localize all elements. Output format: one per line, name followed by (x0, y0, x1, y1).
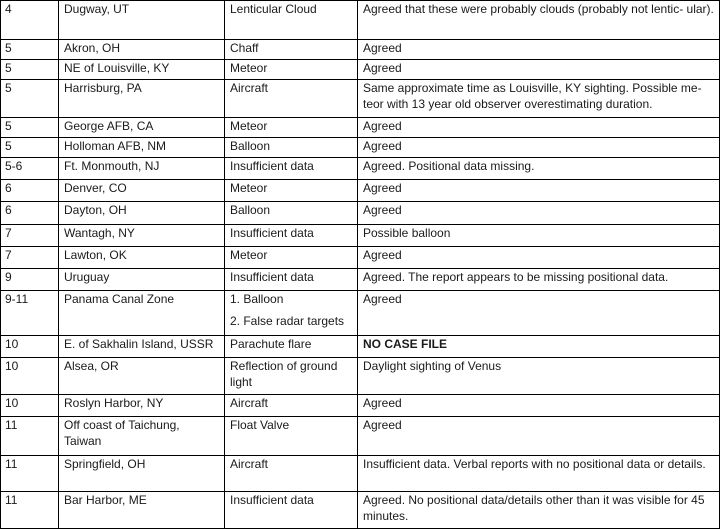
comment-cell: Agreed. Positional data missing. (358, 158, 720, 180)
evaluation-cell (225, 291, 358, 336)
evaluation-cell: Meteor (225, 180, 358, 202)
table-row (1, 1, 720, 40)
evaluation-cell: Chaff (225, 40, 358, 60)
table-row (1, 138, 720, 158)
comment-cell: Agreed that these were probably clouds (probably not lentic- ular). (358, 1, 720, 40)
date-cell: 7 (1, 225, 59, 247)
location-cell: Uruguay (59, 269, 225, 291)
location-cell: Lawton, OK (59, 247, 225, 269)
table-row (1, 247, 720, 269)
comment-cell: Daylight sighting of Venus (358, 358, 720, 395)
table-row (1, 336, 720, 358)
evaluation-cell: Parachute flare (225, 336, 358, 358)
location-cell: Springfield, OH (59, 456, 225, 492)
comment-cell: Agreed (358, 60, 720, 80)
location-cell: Alsea, OR (59, 358, 225, 395)
comment-cell: Agreed (358, 417, 720, 456)
evaluation-cell: Balloon (225, 138, 358, 158)
location-cell: George AFB, CA (59, 118, 225, 138)
location-cell: Wantagh, NY (59, 225, 225, 247)
location-cell: Off coast of Taichung, Taiwan (59, 417, 225, 456)
date-cell: 10 (1, 358, 59, 395)
evaluation-line: 1. Balloon (230, 292, 284, 306)
location-cell: Panama Canal Zone (59, 291, 225, 336)
date-cell: 10 (1, 395, 59, 417)
table-row (1, 202, 720, 225)
date-cell: 11 (1, 417, 59, 456)
location-cell: NE of Louisville, KY (59, 60, 225, 80)
location-cell: Dugway, UT (59, 1, 225, 40)
comment-cell: NO CASE FILE (358, 336, 720, 358)
comment-cell: Agreed (358, 180, 720, 202)
comment-cell: Agreed (358, 247, 720, 269)
evaluation-cell: Meteor (225, 247, 358, 269)
location-cell: Holloman AFB, NM (59, 138, 225, 158)
location-cell: Roslyn Harbor, NY (59, 395, 225, 417)
table-row (1, 80, 720, 118)
location-cell: Ft. Monmouth, NJ (59, 158, 225, 180)
table-row (1, 60, 720, 80)
date-cell: 5 (1, 60, 59, 80)
location-cell: Akron, OH (59, 40, 225, 60)
comment-cell: Agreed (358, 118, 720, 138)
date-cell: 5 (1, 138, 59, 158)
table-row (1, 291, 720, 336)
comment-cell: Same approximate time as Louisville, KY sighting. Possible me- teor with 13 year old observer overestimating duration. (358, 80, 720, 118)
date-cell: 5 (1, 40, 59, 60)
comment-cell: Agreed (358, 40, 720, 60)
evaluation-cell: Balloon (225, 202, 358, 225)
evaluation-cell: Reflection of ground light (225, 358, 358, 395)
table-row (1, 225, 720, 247)
evaluation-cell: Meteor (225, 118, 358, 138)
date-cell: 10 (1, 336, 59, 358)
date-cell: 5 (1, 118, 59, 138)
table-row (1, 417, 720, 456)
evaluation-cell: Insufficient data (225, 158, 358, 180)
table-row (1, 180, 720, 202)
evaluation-cell: Aircraft (225, 395, 358, 417)
evaluation-cell: Aircraft (225, 80, 358, 118)
evaluation-cell: Aircraft (225, 456, 358, 492)
table-row (1, 118, 720, 138)
location-cell: Harrisburg, PA (59, 80, 225, 118)
evaluation-cell: Insufficient data (225, 225, 358, 247)
date-cell: 7 (1, 247, 59, 269)
date-cell: 4 (1, 1, 59, 40)
comment-cell: Agreed (358, 291, 720, 336)
table-row (1, 158, 720, 180)
comment-cell: Agreed (358, 395, 720, 417)
table-row (1, 269, 720, 291)
comment-cell: Insufficient data. Verbal reports with no positional data or details. (358, 456, 720, 492)
comment-cell: Possible balloon (358, 225, 720, 247)
location-cell: Dayton, OH (59, 202, 225, 225)
date-cell: 6 (1, 180, 59, 202)
comment-cell: Agreed. No positional data/details other than it was visible for 45 minutes. (358, 492, 720, 529)
evaluation-cell: Insufficient data (225, 492, 358, 529)
date-cell: 11 (1, 492, 59, 529)
table-row (1, 40, 720, 60)
date-cell: 5-6 (1, 158, 59, 180)
table-row (1, 358, 720, 395)
evaluation-cell: Meteor (225, 60, 358, 80)
comment-cell: Agreed. The report appears to be missing positional data. (358, 269, 720, 291)
evaluation-line: 2. False radar targets (230, 313, 345, 328)
comment-cell: Agreed (358, 202, 720, 225)
location-cell: Denver, CO (59, 180, 225, 202)
date-cell: 6 (1, 202, 59, 225)
table-row (1, 456, 720, 492)
table-row (1, 492, 720, 529)
date-cell: 9-11 (1, 291, 59, 336)
evaluation-cell: Lenticular Cloud (225, 1, 358, 40)
date-cell: 11 (1, 456, 59, 492)
comment-cell: Agreed (358, 138, 720, 158)
date-cell: 5 (1, 80, 59, 118)
date-cell: 9 (1, 269, 59, 291)
location-cell: E. of Sakhalin Island, USSR (59, 336, 225, 358)
evaluation-cell: Float Valve (225, 417, 358, 456)
table-row (1, 395, 720, 417)
evaluation-cell: Insufficient data (225, 269, 358, 291)
location-cell: Bar Harbor, ME (59, 492, 225, 529)
